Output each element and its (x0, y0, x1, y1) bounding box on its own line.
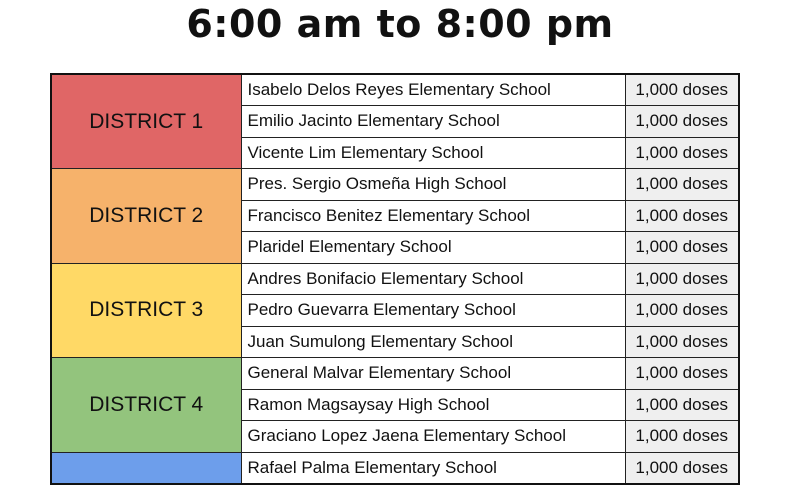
doses-cell: 1,000 doses (625, 232, 739, 264)
school-name-cell: General Malvar Elementary School (241, 358, 625, 390)
district-label: DISTRICT 3 (51, 263, 241, 358)
vaccination-sites-table (50, 73, 740, 485)
table-row (51, 169, 739, 201)
school-name-cell: Pres. Sergio Osmeña High School (241, 169, 625, 201)
school-name-cell: Juan Sumulong Elementary School (241, 326, 625, 358)
table-row (51, 263, 739, 295)
doses-cell: 1,000 doses (625, 326, 739, 358)
district-label: DISTRICT 1 (51, 74, 241, 169)
school-name-cell: Graciano Lopez Jaena Elementary School (241, 421, 625, 453)
doses-cell: 1,000 doses (625, 452, 739, 484)
doses-cell: 1,000 doses (625, 74, 739, 106)
district-label (51, 452, 241, 484)
doses-cell: 1,000 doses (625, 137, 739, 169)
school-name-cell: Pedro Guevarra Elementary School (241, 295, 625, 327)
doses-cell: 1,000 doses (625, 421, 739, 453)
school-name-cell: Andres Bonifacio Elementary School (241, 263, 625, 295)
doses-cell: 1,000 doses (625, 106, 739, 138)
school-name-cell: Ramon Magsaysay High School (241, 389, 625, 421)
table-row (51, 358, 739, 390)
school-name-cell: Vicente Lim Elementary School (241, 137, 625, 169)
doses-cell: 1,000 doses (625, 295, 739, 327)
doses-cell: 1,000 doses (625, 263, 739, 295)
doses-cell: 1,000 doses (625, 389, 739, 421)
school-name-cell: Plaridel Elementary School (241, 232, 625, 264)
district-label: DISTRICT 2 (51, 169, 241, 264)
district-label: DISTRICT 4 (51, 358, 241, 453)
school-name-cell: Francisco Benitez Elementary School (241, 200, 625, 232)
table-row (51, 452, 739, 484)
doses-cell: 1,000 doses (625, 200, 739, 232)
table-row (51, 74, 739, 106)
doses-cell: 1,000 doses (625, 169, 739, 201)
schedule-time-heading: 6:00 am to 8:00 pm (186, 2, 614, 46)
doses-cell: 1,000 doses (625, 358, 739, 390)
school-name-cell: Isabelo Delos Reyes Elementary School (241, 74, 625, 106)
school-name-cell: Rafael Palma Elementary School (241, 452, 625, 484)
school-name-cell: Emilio Jacinto Elementary School (241, 106, 625, 138)
